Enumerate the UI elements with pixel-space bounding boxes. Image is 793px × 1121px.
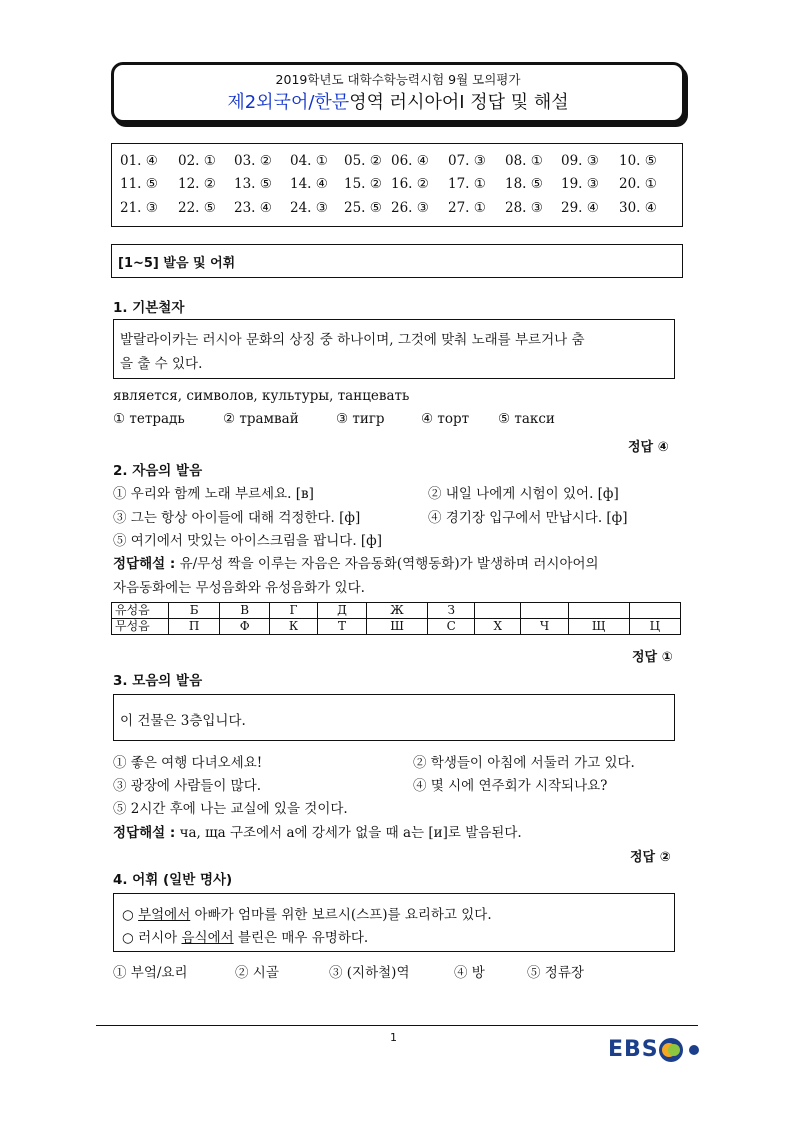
answer-item: 11. ⑤: [120, 176, 158, 192]
q3-expl-text: ча, ща 구조에서 а에 강세가 없을 때 а는 [и]로 발음된다.: [179, 825, 522, 841]
q3-explanation: [113, 821, 522, 841]
voiceless-label: 무성음: [112, 619, 169, 635]
answer-item: 12. ②: [178, 176, 216, 192]
voiceless-cell: К: [270, 619, 318, 635]
answer-item: 19. ③: [561, 176, 599, 192]
answer-item: 01. ④: [120, 153, 158, 169]
answer-item: 09. ③: [561, 153, 599, 169]
q1-choice-5: ⑤ такси: [498, 411, 555, 427]
q4-passage: [113, 893, 675, 952]
q1-choice-2: ② трамвай: [223, 411, 299, 427]
q2-explanation-line1: [113, 552, 599, 572]
voiced-cell: В: [220, 603, 270, 619]
section-title: [1~5] 발음 및 어휘: [118, 256, 236, 271]
voiced-cell: [568, 603, 629, 619]
q4-line2-rest: 블린은 매우 유명하다.: [233, 930, 369, 946]
q4-line1: [122, 903, 492, 923]
voiceless-cell: Ш: [367, 619, 428, 635]
q2-choice-2: ② 내일 나에게 시험이 있어. [ф]: [428, 486, 619, 502]
voiceless-cell: Т: [317, 619, 366, 635]
voiceless-cell: Х: [475, 619, 521, 635]
answer-item: 16. ②: [391, 176, 429, 192]
q4-choice-3: ③ (지하철)역: [329, 965, 410, 981]
q4-line2: [122, 926, 368, 946]
answer-item: 04. ①: [290, 153, 328, 169]
title-box: [111, 62, 685, 123]
q3-answer: 정답 ②: [630, 850, 671, 865]
voiced-cell: Д: [317, 603, 366, 619]
subject-highlight: 제2외국어/한문: [227, 92, 350, 113]
section-header: [111, 244, 683, 278]
voiceless-cell: Щ: [568, 619, 629, 635]
answer-item: 30. ④: [619, 200, 657, 216]
answer-key: [111, 143, 683, 227]
q4-choice-1: ① 부엌/요리: [113, 965, 188, 981]
answer-item: 25. ⑤: [344, 200, 382, 216]
q4-title: 4. 어휘 (일반 명사): [113, 872, 233, 888]
q1-choice-3: ③ тигр: [336, 411, 385, 427]
q1-title: 1. 기본철자: [113, 300, 185, 316]
q2-answer: 정답 ①: [632, 650, 673, 665]
q4-bullet-2: ○: [122, 930, 134, 946]
q2-choice-4: ④ 경기장 입구에서 만납시다. [ф]: [428, 510, 628, 526]
answer-item: 02. ①: [178, 153, 216, 169]
q3-choice-5: ⑤ 2시간 후에 나는 교실에 있을 것이다.: [113, 801, 348, 817]
q4-bullet-1: ○: [122, 907, 134, 923]
q4-choice-4: ④ 방: [454, 965, 485, 981]
exam-title: 2019학년도 대학수학능력시험 9월 모의평가: [275, 72, 521, 87]
answer-item: 22. ⑤: [178, 200, 216, 216]
q3-passage-text: 이 건물은 3층입니다.: [120, 713, 246, 729]
answer-item: 18. ⑤: [505, 176, 543, 192]
voiceless-cell: Ц: [629, 619, 680, 635]
q1-passage-line2: 을 출 수 있다.: [120, 356, 203, 372]
answer-item: 27. ①: [448, 200, 486, 216]
answer-item: 06. ④: [391, 153, 429, 169]
q2-choice-1: ① 우리와 함께 노래 부르세요. [в]: [113, 486, 314, 502]
q3-title: 3. 모음의 발음: [113, 673, 203, 689]
q3-passage: [113, 694, 675, 741]
answer-item: 10. ⑤: [619, 153, 657, 169]
q1-words: является, символов, культуры, танцевать: [113, 388, 410, 404]
voiceless-cell: Ч: [521, 619, 569, 635]
answer-item: 24. ③: [290, 200, 328, 216]
answer-item: 20. ①: [619, 176, 657, 192]
subject-rest: 영역 러시아어Ⅰ 정답 및 해설: [349, 92, 569, 113]
q4-line1-rest: 아빠가 엄마를 위한 보르시(스프)를 요리하고 있다.: [190, 907, 492, 923]
q4-underline-1: 부엌에서: [138, 907, 191, 923]
page-number: 1: [390, 1031, 397, 1044]
footer-rule: [96, 1025, 698, 1026]
voiceless-cell: П: [169, 619, 220, 635]
voiced-cell: [475, 603, 521, 619]
q1-passage: [113, 319, 675, 379]
q3-choice-4: ④ 몇 시에 연주회가 시작되나요?: [413, 778, 608, 794]
answer-item: 21. ③: [120, 200, 158, 216]
q1-passage-line1: 발랄라이카는 러시아 문화의 상징 중 하나이며, 그것에 맞춰 노래를 부르거나 춤: [120, 332, 585, 348]
ebs-logo: [608, 1037, 708, 1063]
voiced-cell: Ж: [367, 603, 428, 619]
q1-answer: 정답 ④: [628, 440, 669, 455]
q2-title: 2. 자음의 발음: [113, 463, 203, 479]
q3-choice-3: ③ 광장에 사람들이 많다.: [113, 778, 262, 794]
answer-item: 28. ③: [505, 200, 543, 216]
q3-choice-1: ① 좋은 여행 다녀오세요!: [113, 755, 263, 771]
consonant-table: [111, 602, 681, 635]
q2-expl-label: 정답해설 :: [113, 556, 176, 572]
voiced-cell: [521, 603, 569, 619]
q3-choice-2: ② 학생들이 아침에 서둘러 가고 있다.: [413, 755, 635, 771]
q1-choice-4: ④ торт: [421, 411, 470, 427]
q2-choice-5: ⑤ 여기에서 맛있는 아이스크림을 팝니다. [ф]: [113, 533, 383, 549]
q2-expl-text: 유/무성 짝을 이루는 자음은 자음동화(역행동화)가 발생하며 러시아어의: [179, 556, 599, 572]
voiced-cell: [629, 603, 680, 619]
voiced-cell: Б: [169, 603, 220, 619]
q4-choice-2: ② 시골: [235, 965, 279, 981]
answer-item: 03. ②: [234, 153, 272, 169]
answer-item: 26. ③: [391, 200, 429, 216]
q4-underline-2: 음식에서: [181, 930, 234, 946]
q3-expl-label: 정답해설 :: [113, 825, 176, 841]
q2-choice-3: ③ 그는 항상 아이들에 대해 걱정한다. [ф]: [113, 510, 361, 526]
ebs-logo-icon: [658, 1037, 708, 1063]
answer-item: 08. ①: [505, 153, 543, 169]
q1-choice-1: ① тетрадь: [113, 411, 185, 427]
voiced-cell: Г: [270, 603, 318, 619]
voiceless-cell: С: [427, 619, 475, 635]
answer-item: 07. ③: [448, 153, 486, 169]
answer-item: 29. ④: [561, 200, 599, 216]
answer-item: 14. ④: [290, 176, 328, 192]
answer-item: 15. ②: [344, 176, 382, 192]
voiced-row: [112, 603, 681, 619]
voiced-cell: З: [427, 603, 475, 619]
voiceless-row: [112, 619, 681, 635]
voiceless-cell: Ф: [220, 619, 270, 635]
answer-item: 23. ④: [234, 200, 272, 216]
voiced-label: 유성음: [112, 603, 169, 619]
q4-line2-pre: 러시아: [138, 930, 182, 946]
q2-explanation-line2: 자음동화에는 무성음화와 유성음화가 있다.: [113, 580, 365, 596]
answer-item: 13. ⑤: [234, 176, 272, 192]
ebs-logo-text: EBS: [608, 1037, 659, 1062]
subject-title: [114, 88, 682, 114]
answer-item: 17. ①: [448, 176, 486, 192]
q4-choice-5: ⑤ 정류장: [527, 965, 584, 981]
answer-item: 05. ②: [344, 153, 382, 169]
